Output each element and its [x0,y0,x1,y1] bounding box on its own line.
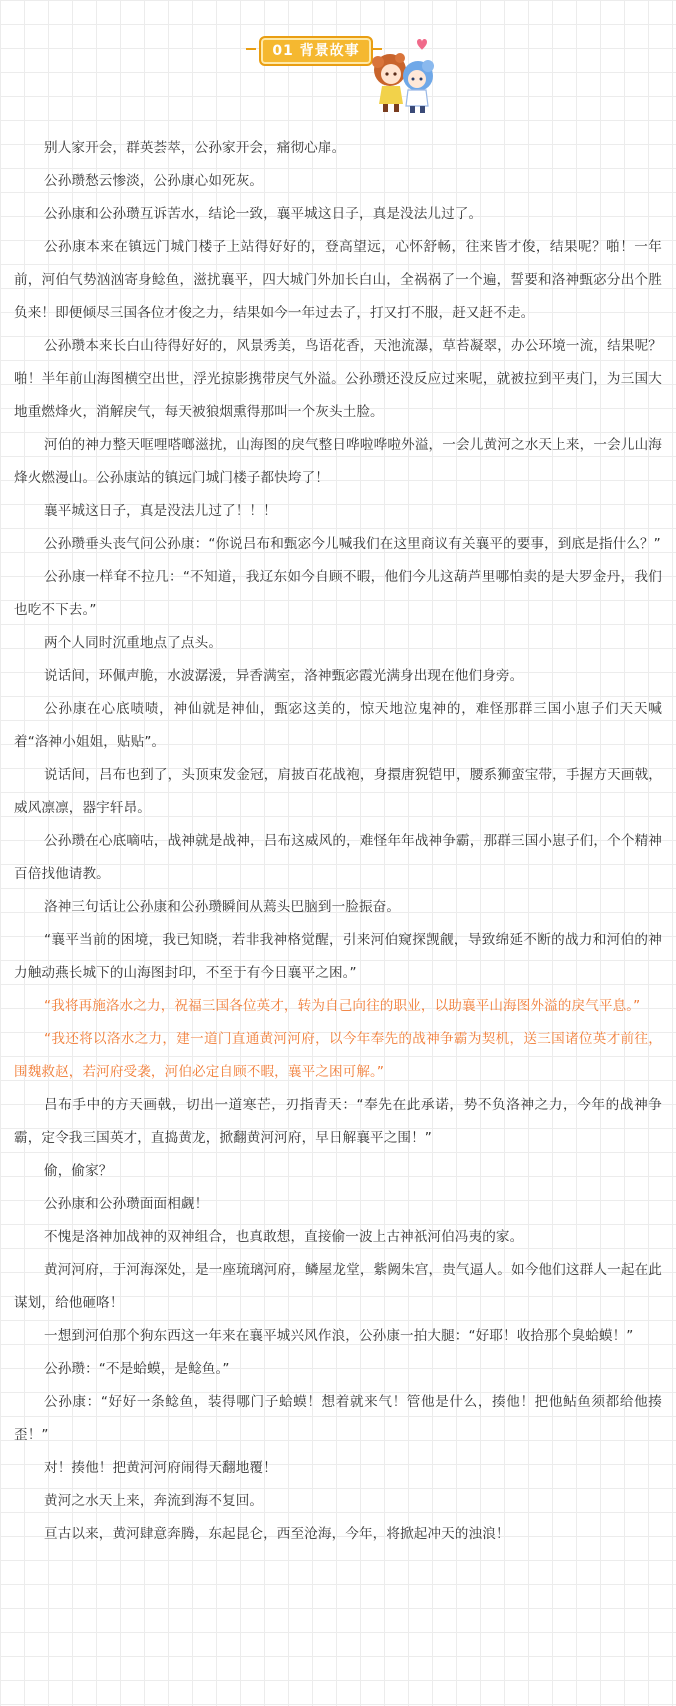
section-title: 01 背景故事 [259,36,373,66]
section-header [0,28,676,118]
story-paragraph: 洛神三句话让公孙康和公孙瓒瞬间从蔫头巴脑到一脸振奋。 [44,899,401,915]
story-paragraph: 不愧是洛神加战神的双神组合，也真敢想，直接偷一波上古神祇河伯冯夷的家。 [44,1229,524,1245]
story-paragraph: 公孙瓒本来长白山待得好好的，风景秀美，鸟语花香，天池流瀑，草苔凝翠，办公环境一流，结果呢？啪！半年前山海图横空出世，浮光掠影携带戾气外溢。公孙瓒还没反应过来呢，就被拉到平夷门，为三国大地重燃烽火，消解戾气，每天被狼烟熏得那叫一个灰头土脸。 [14,338,662,420]
chibi-couple-illustration [370,36,440,116]
story-paragraph: 公孙康本来在镇远门城门楼子上站得好好的，登高望远，心怀舒畅，往来皆才俊，结果呢？啪！一年前，河伯气势汹汹寄身鲶鱼，滋扰襄平，四大城门外加长白山，全祸祸了一个遍，誓要和洛神甄宓分出个胜负来！即便倾尽三国各位才俊之力，结果如今一年过去了，打又打不服，赶又赶不走。 [14,239,662,321]
highlighted-paragraph: “我将再施洛水之力，祝福三国各位英才，转为自己向往的职业，以助襄平山海图外溢的戾气平息。” [44,998,641,1014]
story-paragraph: 襄平城这日子，真是没法儿过了！！！ [44,503,277,519]
story-paragraph: 公孙康：“好好一条鲶鱼，装得哪门子蛤蟆！想着就来气！管他是什么，揍他！把他鲇鱼须都给他揍歪！” [14,1394,662,1443]
story-paragraph: 两个人同时沉重地点了点头。 [44,635,223,651]
story-paragraph: 别人家开会，群英荟萃，公孙家开会，痛彻心扉。 [44,140,346,156]
story-paragraph: 说话间，环佩声脆，水波潺湲，异香满室，洛神甄宓霞光满身出现在他们身旁。 [44,668,524,684]
story-paragraph: 公孙康一样耷不拉几：“不知道，我辽东如今自顾不暇，他们今儿这葫芦里哪怕卖的是大罗金丹，我们也吃不下去。” [14,569,662,618]
story-paragraph: 说话间，吕布也到了，头顶束发金冠，肩披百花战袍，身擐唐猊铠甲，腰系狮蛮宝带，手握方天画戟，威风凛凛，器宇轩昂。 [14,767,662,816]
story-paragraph: 公孙康和公孙瓒互诉苦水，结论一致，襄平城这日子，真是没法儿过了。 [44,206,483,222]
story-paragraph: 公孙康和公孙瓒面面相觑！ [44,1196,209,1212]
story-paragraph: “襄平当前的困境，我已知晓，若非我神格觉醒，引来河伯窥探觊觎，导致绵延不断的战力和河伯的神力触动燕长城下的山海图封印，不至于有今日襄平之困。” [14,932,662,981]
story-body [14,132,662,1551]
story-paragraph: 黄河之水天上来，奔流到海不复回。 [44,1493,264,1509]
story-paragraph: 公孙瓒垂头丧气问公孙康：“你说吕布和甄宓今儿喊我们在这里商议有关襄平的要事，到底是指什么？” [44,536,661,552]
story-paragraph: 对！揍他！把黄河河府闹得天翻地覆！ [44,1460,277,1476]
story-paragraph: 吕布手中的方天画戟，切出一道寒芒，刃指青天：“奉先在此承诺，势不负洛神之力，今年的战神争霸，定令我三国英才，直捣黄龙，掀翻黄河河府，早日解襄平之围！” [14,1097,662,1146]
story-paragraph: 黄河河府，于河海深处，是一座琉璃河府，鳞屋龙堂，紫阙朱宫，贵气逼人。如今他们这群人一起在此谋划，给他砸咯！ [14,1262,662,1311]
story-paragraph: 公孙康在心底啧啧，神仙就是神仙，甄宓这美的，惊天地泣鬼神的，难怪那群三国小崽子们天天喊着“洛神小姐姐，贴贴”。 [14,701,662,750]
highlighted-paragraph: “我还将以洛水之力，建一道门直通黄河河府，以今年奉先的战神争霸为契机，送三国诸位英才前往，围魏救赵，若河府受袭，河伯必定自顾不暇，襄平之困可解。” [14,1031,662,1080]
story-paragraph: 公孙瓒：“不是蛤蟆，是鲶鱼。” [44,1361,230,1377]
story-paragraph: 一想到河伯那个狗东西这一年来在襄平城兴风作浪，公孙康一拍大腿：“好耶！收拾那个臭蛤蟆！” [44,1328,634,1344]
title-left-dash [246,48,256,50]
story-paragraph: 公孙瓒愁云惨淡，公孙康心如死灰。 [44,173,264,189]
story-paragraph: 公孙瓒在心底嘀咕，战神就是战神，吕布这威风的，难怪年年战神争霸，那群三国小崽子们，个个精神百倍找他请教。 [14,833,662,882]
story-paragraph: 河伯的神力整天哐哩嗒啷滋扰，山海图的戾气整日哗啦哗啦外溢，一会儿黄河之水天上来，一会儿山海烽火燃漫山。公孙康站的镇远门城门楼子都快垮了！ [14,437,662,486]
story-paragraph: 亘古以来，黄河肆意奔腾，东起昆仑，西至沧海，今年，将掀起冲天的浊浪！ [44,1526,510,1542]
story-paragraph: 偷，偷家？ [44,1163,113,1179]
